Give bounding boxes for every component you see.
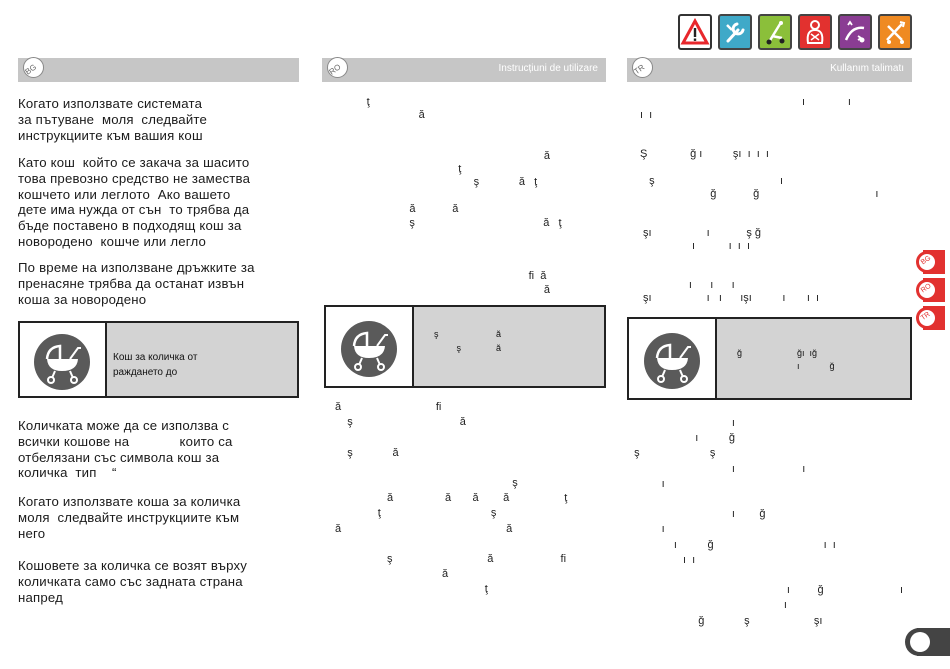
pram-icon [326, 307, 412, 386]
info-box-icon-cell [326, 307, 414, 386]
lang-tag-ro: RO [327, 62, 343, 77]
page-number-tab [905, 628, 950, 656]
ro-text-fragments-top: ţ ă ă ţ ş ă ţ ă ă ş ă ţ fi ă ă [366, 96, 562, 296]
bg-paragraph-3: По време на използване дръжките за пренасяне трябва да останат извън коша за новородено [18, 260, 255, 307]
bg-paragraph-4: Количката може да се използва с всички кошове на които са отбелязани със символа кош за количка тип “ [18, 418, 233, 481]
side-tab-tr[interactable] [915, 306, 945, 330]
side-tab-bg[interactable] [915, 250, 945, 274]
side-tab-ro[interactable] [915, 278, 945, 302]
lang-tag-bg: BG [23, 62, 39, 77]
stroller-icon [758, 14, 792, 50]
info-box-text-ro: ş ă ş ă [434, 329, 502, 353]
bg-paragraph-2: Като кош който се закача за шасито това превозно средство не замества кошчето или леглото Ако вашето дете има нужда от сън то трябва да бъде поставено в подходящ кош за новородено кошче или легло [18, 155, 251, 249]
section-heading-ro: Instrucțiuni de utilizare [498, 63, 598, 74]
tools-icon [718, 14, 752, 50]
pram-icon [20, 323, 105, 396]
side-tab-label: BG [919, 254, 933, 267]
section-heading-tr: Kullanım talimatı [830, 63, 904, 74]
side-tab-label: RO [919, 282, 933, 295]
section-bar-ro [322, 58, 606, 82]
accessories-icon [838, 14, 872, 50]
tr-text-fragments-top: ı ı ı ı Ş ğ ı şı ı ı ı ş ı ğ ğ ı şı ı ş ğ ı ı ı ı ı ı ı şı ı ı ışı ı ı ı [640, 96, 879, 305]
header-icon-strip [678, 14, 913, 52]
section-bar-tr [627, 58, 912, 82]
info-box-icon-cell [629, 319, 717, 398]
info-box-bg [18, 321, 299, 398]
ro-text-fragments-bottom: ă fi ş ă ş ă ş ă ă ă ă ţ ţ ş ă ă ş ă fi ă ţ [335, 401, 568, 596]
bg-paragraph-6: Кошовете за количка се возят върху количката само със задната страна напред [18, 558, 248, 605]
info-box-ro [324, 305, 606, 388]
warning-icon [678, 14, 712, 50]
tr-text-fragments-bottom: ı ı ğ ş ş ı ı ı ı ğ ı ı ğ ı ı ı ı ı ğ ı ı ğ ş şı [634, 417, 904, 627]
car-seat-icon [798, 14, 832, 50]
lang-tag-tr: TR [632, 62, 647, 77]
bg-paragraph-1: Когато използвате системата за пътуване моля следвайте инструкциите към вашия кош [18, 96, 208, 143]
pram-icon [629, 319, 715, 398]
side-tab-label: TR [919, 310, 932, 323]
info-box-text-bg: Кош за количка от раждането до [113, 352, 198, 378]
section-bar-bg [18, 58, 299, 82]
info-box-icon-cell [20, 323, 107, 396]
info-box-tr [627, 317, 912, 400]
info-box-text-tr: ğ ğı ığ ı ğ [737, 348, 835, 371]
fold-icon [878, 14, 912, 50]
bg-paragraph-5: Когато използвате коша за количка моля следвайте инструкциите към него [18, 494, 241, 541]
